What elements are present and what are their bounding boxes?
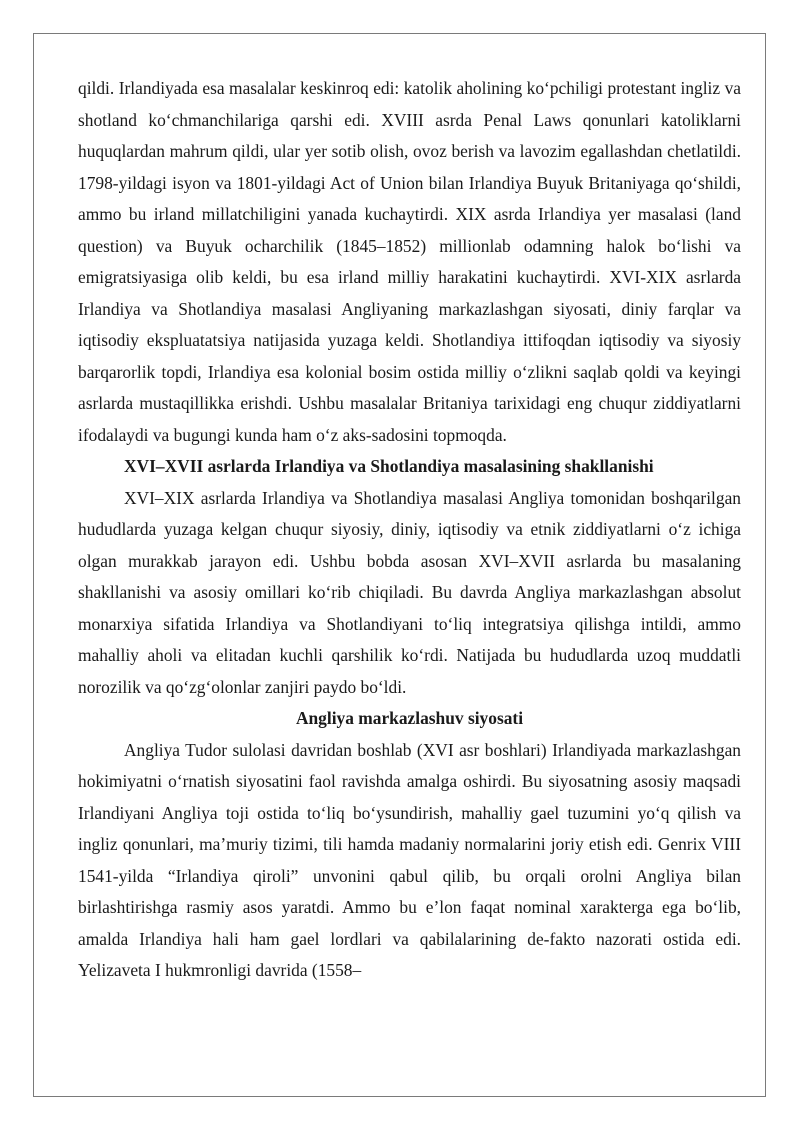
section-heading: XVI–XVII asrlarda Irlandiya va Shotlandiya masalasining shakllanishi <box>124 456 654 476</box>
paragraph-centralization: Angliya Tudor sulolasi davridan boshlab (XVI asr boshlari) Irlandiyada markazlashgan hokimiyatni oʻrnatish siyosatini faol ravishda amalga oshirdi. Bu siyosatning asosiy maqsadi Irlandiyani Angliya toji ostida toʻliq boʻysundirish, mahalliy gael tuzumini yoʻq qilish va ingliz qonunlari, maʼmuriy tizimi, tili hamda madaniy normalarini joriy etish edi. Genrix VIII 1541-yilda “Irlandiya qiroli” unvonini qabul qilib, bu orqali orolni Angliya bilan birlashtirishga rasmiy asos yaratdi. Ammo bu eʼlon faqat nominal xarakterga ega boʻlib, amalda Irlandiya hali ham gael lordlari va qabilalarining de-fakto nazorati ostida edi. Yelizaveta I hukmronligi davrida (1558– <box>78 739 741 980</box>
paragraph-intro: qildi. Irlandiyada esa masalalar keskinroq edi: katolik aholining koʻpchiligi protestant ingliz va shotland koʻchmanchilariga qarshi edi. XVIII asrda Penal Laws qonunlari katoliklarni huquqlardan mahrum qildi, ular yer sotib olish, ovoz berish va lavozim egallashdan chetlatildi. 1798-yildagi isyon va 1801-yildagi Act of Union bilan Irlandiya Buyuk Britaniyaga qoʻshildi, ammo bu irland millatchiligini yanada kuchaytirdi. XIX asrda Irlandiya yer masalasi (land question) va Buyuk ocharchilik (1845–1852) millionlab odamning halok boʻlishi va emigratsiyasiga olib keldi, bu esa irland milliy harakatini kuchaytirdi. XVI-XIX asrlarda Irlandiya va Shotlandiya masalasi Angliyaning markazlashgan siyosati, diniy farqlar va iqtisodiy ekspluatatsiya natijasida yuzaga keldi. Shotlandiya ittifoqdan iqtisodiy va siyosiy barqarorlik topdi, Irlandiya esa kolonial bosim ostida milliy oʻzlikni saqlab qoldi va keyingi asrlarda mustaqillikka erishdi. Ushbu masalalar Britaniya tarixidagi eng chuqur ziddiyatlarni ifodalaydi va bugungi kunda ham oʻz aks-sadosini topmoqda. <box>78 78 741 445</box>
paragraph-section-intro: XVI–XIX asrlarda Irlandiya va Shotlandiya masalasi Angliya tomonidan boshqarilgan hududlarda yuzaga kelgan chuqur siyosiy, diniy, iqtisodiy va etnik ziddiyatlarni oʻz ichiga olgan murakkab jarayon edi. Ushbu bobda asosan XVI–XVII asrlarda bu masalaning shakllanishi va asosiy omillari koʻrib chiqiladi. Bu davrda Angliya markazlashgan absolut monarxiya sifatida Irlandiya va Shotlandiyani toʻliq integratsiya qilishga intildi, ammo mahalliy aholi va elitadan kuchli qarshilik koʻrdi. Natijada bu hududlarda uzoq muddatli norozilik va qoʻzgʻolonlar zanjiri paydo boʻldi. <box>78 487 741 697</box>
document-body <box>78 73 741 987</box>
subsection-heading: Angliya markazlashuv siyosati <box>295 708 524 728</box>
